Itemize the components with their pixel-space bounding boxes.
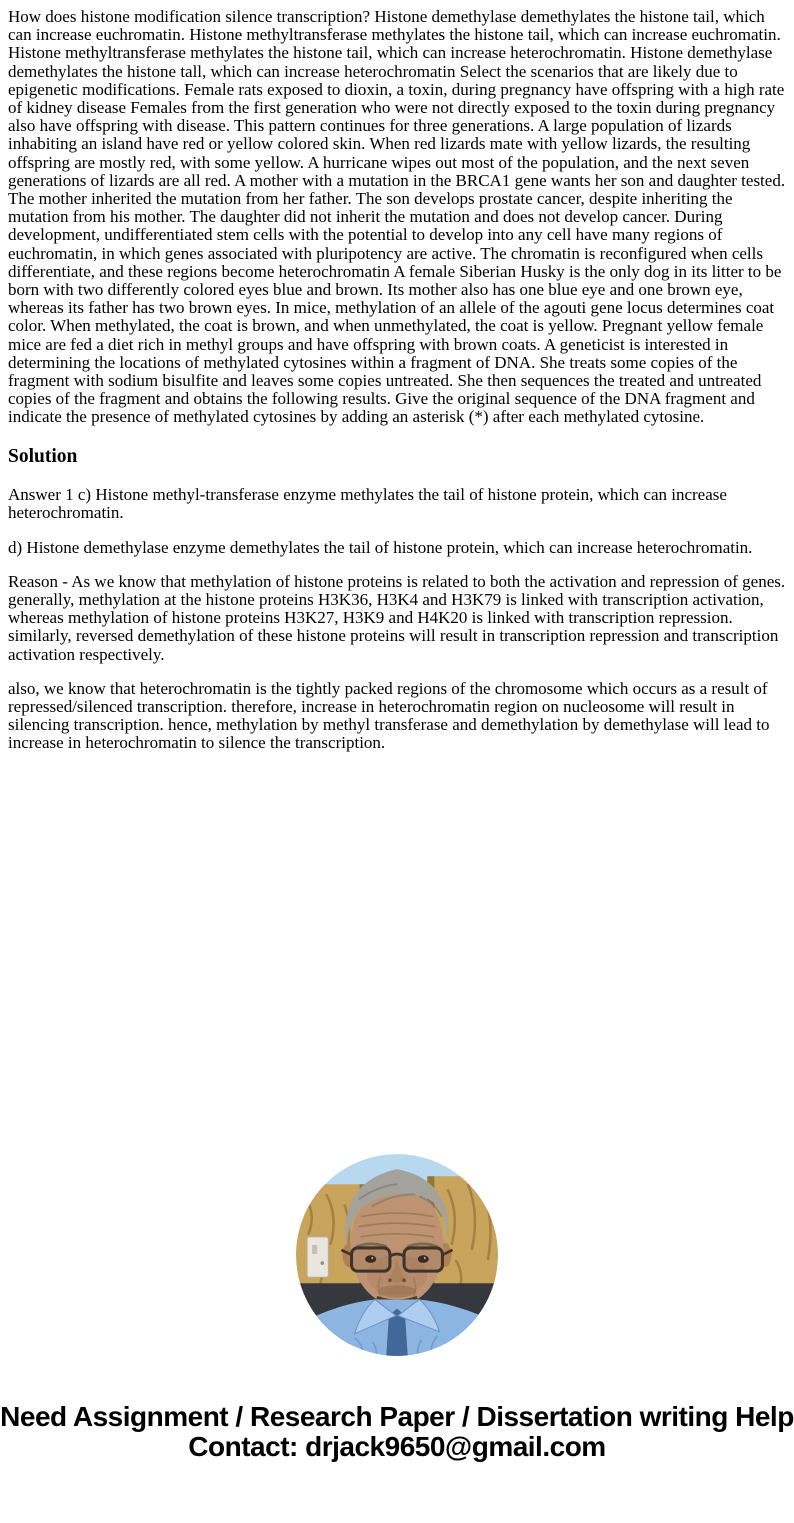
solution-heading: Solution (8, 445, 78, 467)
promo-help-text: Need Assignment / Research Paper / Dissertation writing Help (0, 1401, 794, 1432)
promo-contact-text: Contact: drjack9650@gmail.com (188, 1431, 606, 1462)
tutor-portrait-image (296, 1154, 498, 1356)
conclusion-paragraph: also, we know that heterochromatin is the tightly packed regions of the chromosome which occurs as a result of repressed/silenced transcription. therefore, increase in heterochromatin region on nucleosome will result in silencing transcription. hence, methylation by methyl transferase and demethylation by demethylase will lead to increase in heterochromatin to silence the transcription. (8, 678, 770, 753)
footer-promo (0, 1402, 794, 1462)
reason-paragraph: Reason - As we know that methylation of histone proteins is related to both the activation and repression of genes. generally, methylation at the histone proteins H3K36, H3K4 and H3K79 is linked with transcription activation, whereas methylation of histone proteins H3K27, H3K9 and H4K20 is linked with transcription repression. similarly, reversed demethylation of these histone proteins will result in transcription repression and transcription activation respectively. (8, 571, 786, 664)
tutor-avatar (296, 1154, 498, 1356)
question-text: How does histone modification silence transcription? Histone demethylase demethylates the histone tail, which can increase euchromatin. Histone methyltransferase methylates the histone tail, which can increase euchromatin. Histone methyltransferase methylates the histone tail, which can increase heterochromatin. Histone demethylase demethylates the histone tall, which can increase heterochromatin Select the scenarios that are likely due to epigenetic modifications. Female rats exposed to dioxin, a toxin, during pregnancy have offspring with a high rate of kidney disease Females from the first generation who were not directly exposed to the toxin during pregnancy also have offspring with disease. This pattern continues for three generations. A large population of lizards inhabiting an island have red or yellow colored skin. When red lizards mate with yellow lizards, the resulting offspring are mostly red, with some yellow. A hurricane wipes out most of the population, and the next seven generations of lizards are all red. A mother with a mutation in the BRCA1 gene wants her son and daughter tested. The mother inherited the mutation from her father. The son develops prostate cancer, despite inheriting the mutation from his mother. The daughter did not inherit the mutation and does not develop cancer. During development, undifferentiated stem cells with the potential to develop into any cell have many regions of euchromatin, in which genes associated with pluripotency are active. The chromatin is reconfigured when cells differentiate, and these regions become heterochromatin A female Siberian Husky is the only dog in its litter to be born with two differently colored eyes blue and brown. Its mother also has one blue eye and one brown eye, whereas its father has two brown eyes. In mice, methylation of an allele of the agouti gene locus determines coat color. When methylated, the coat is brown, and when unmethylated, the coat is yellow. Pregnant yellow female mice are fed a diet rich in methyl groups and have offspring with brown coats. A geneticist is interested in determining the locations of methylated cytosines within a fragment of DNA. She treats some copies of the fragment with sodium bisulfite and leaves some copies untreated. She then sequences the treated and untreated copies of the fragment and obtains the following results. Give the original sequence of the DNA fragment and indicate the presence of methylated cytosines by adding an asterisk (*) after each methylated cytosine. (8, 7, 786, 427)
answer-paragraph-d: d) Histone demethylase enzyme demethylates the tail of histone protein, which can increase heterochromatin. (8, 537, 753, 557)
answer-paragraph-c: Answer 1 c) Histone methyl-transferase enzyme methylates the tail of histone protein, which can increase heterochromatin. (8, 485, 727, 523)
